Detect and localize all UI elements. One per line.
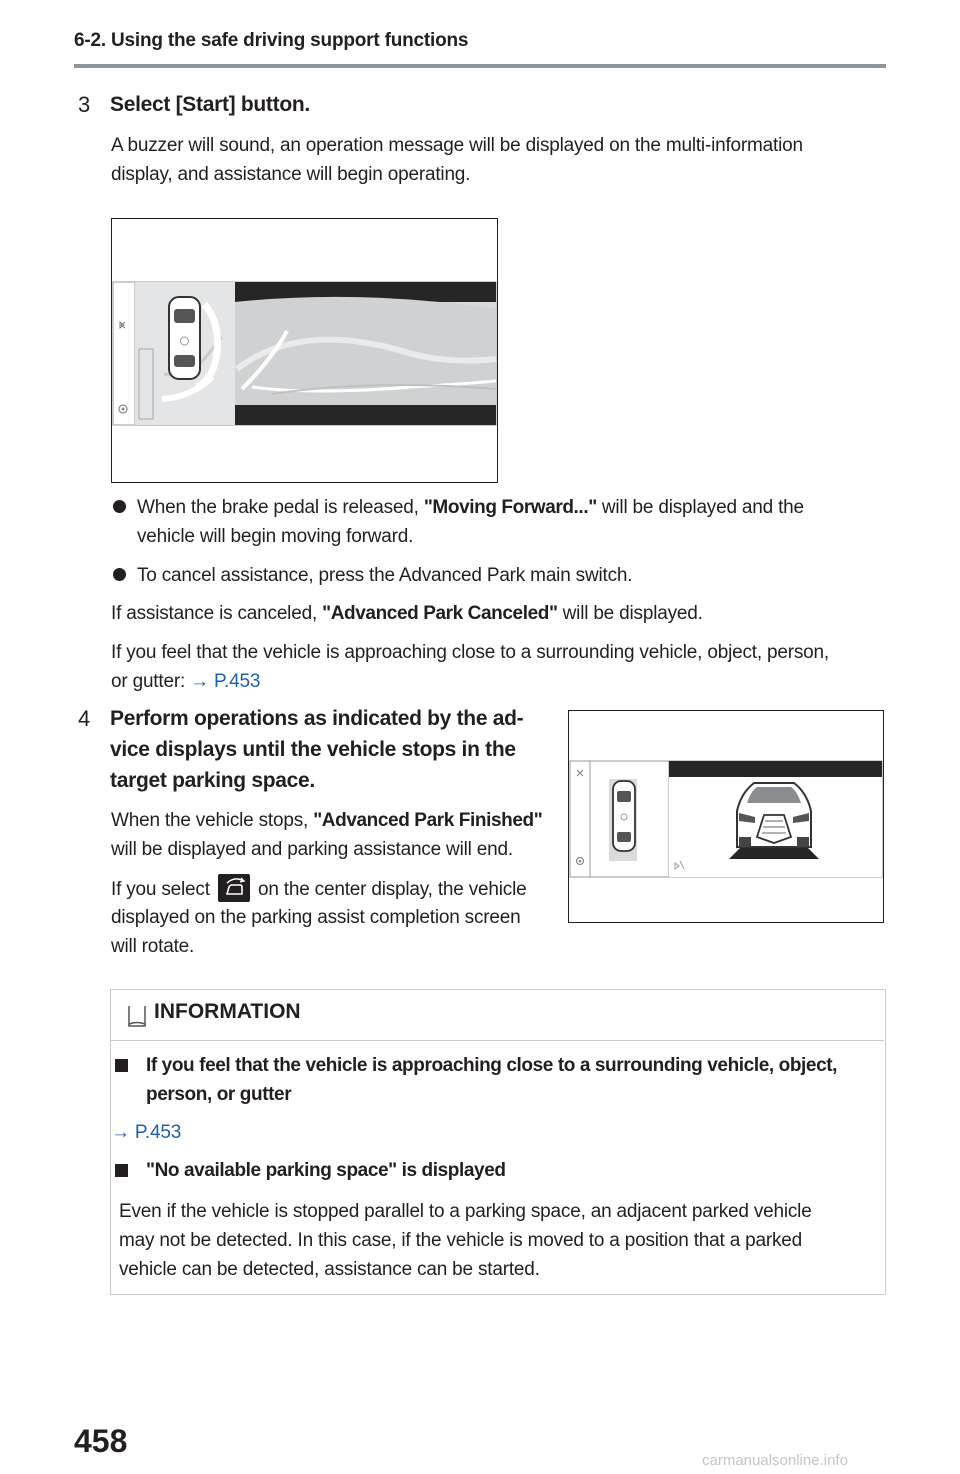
step-4-title-line2: vice displays until the vehicle stops in the — [110, 738, 516, 761]
cancel-note: If assistance is canceled, "Advanced Park Canceled" will be displayed. — [111, 603, 703, 624]
bullet-1-line1: When the brake pedal is released, "Moving Forward..." will be displayed and the — [137, 497, 804, 518]
rotate-car-icon — [215, 874, 253, 902]
section-title: 6-2. Using the safe driving support functions — [74, 30, 469, 51]
step-4-title-line3: target parking space. — [110, 769, 315, 792]
page-number: 458 — [74, 1423, 128, 1459]
header-divider — [74, 64, 886, 68]
completed-vehicle-front-view — [729, 783, 819, 859]
watermark: carmanualsonline.info — [702, 1452, 848, 1469]
parked-vehicle-top-view — [609, 779, 637, 861]
step-4-number: 4 — [78, 706, 91, 731]
item-marker — [115, 1059, 128, 1072]
info-item1-title-line1: If you feel that the vehicle is approaching close to a surrounding vehicle, object, — [146, 1055, 838, 1076]
own-vehicle-top-view — [169, 297, 200, 379]
assist-completion-figure — [568, 710, 884, 923]
step-3-title: Select [Start] button. — [110, 93, 310, 116]
advanced-park-canceled-message: "Advanced Park Canceled" — [322, 603, 558, 624]
information-divider — [111, 1040, 884, 1041]
assist-completion-screen — [569, 711, 883, 922]
info-page-453-link[interactable]: → P.453 — [111, 1122, 182, 1143]
approach-note-line1: If you feel that the vehicle is approaching close to a surrounding vehicle, object, person, — [111, 642, 829, 663]
finished-line1: When the vehicle stops, "Advanced Park Finished" — [111, 810, 543, 831]
page-453-link[interactable]: → P.453 — [190, 671, 261, 692]
bullet-marker — [113, 500, 126, 513]
step-3-body-line2: display, and assistance will begin operating. — [111, 164, 471, 185]
bullet-marker — [113, 568, 126, 581]
info-item2-title: "No available parking space" is displayed — [146, 1160, 506, 1181]
moving-forward-message: "Moving Forward..." — [423, 497, 597, 518]
info-item2-line3: vehicle can be detected, assistance can be started. — [119, 1259, 540, 1280]
assist-operating-figure — [111, 218, 498, 483]
book-icon — [126, 1004, 148, 1033]
step-4-title-line1: Perform operations as indicated by the ad- — [110, 707, 524, 730]
step-3-number: 3 — [78, 92, 91, 117]
assist-operating-screen — [112, 219, 497, 482]
info-item2-line2: may not be detected. In this case, if the vehicle is moved to a position that a parked — [119, 1230, 803, 1251]
info-item1-title-line2: person, or gutter — [146, 1084, 292, 1105]
select-line2: displayed on the parking assist completion screen — [111, 907, 521, 928]
select-line1: If you select on the center display, the vehicle — [111, 874, 526, 904]
select-line3: will rotate. — [111, 936, 195, 957]
advanced-park-finished-message: "Advanced Park Finished" — [313, 810, 543, 831]
finished-line2: will be displayed and parking assistance will end. — [111, 839, 513, 860]
approach-note-line2: or gutter: → P.453 — [111, 671, 261, 692]
item-marker — [115, 1164, 128, 1177]
info-item2-line1: Even if the vehicle is stopped parallel to a parking space, an adjacent parked vehicle — [119, 1201, 812, 1222]
step-3-body-line1: A buzzer will sound, an operation message will be displayed on the multi-information — [111, 135, 803, 156]
information-title: INFORMATION — [154, 1000, 301, 1023]
bullet-1-line2: vehicle will begin moving forward. — [137, 526, 414, 547]
bullet-2: To cancel assistance, press the Advanced Park main switch. — [137, 565, 633, 586]
